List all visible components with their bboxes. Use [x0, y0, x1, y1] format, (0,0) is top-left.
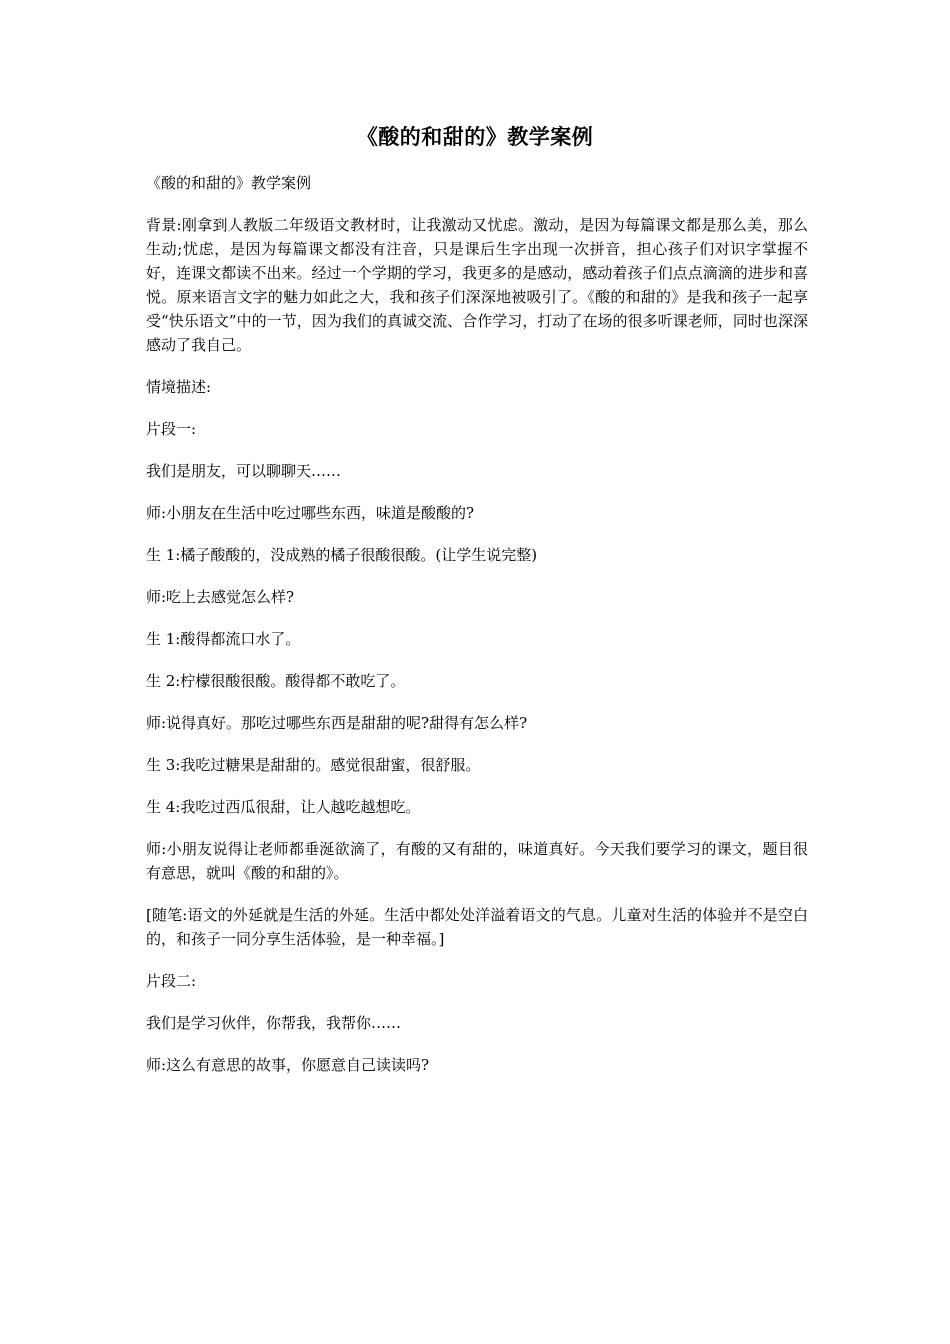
paragraph-segment-one-heading: 片段一:: [146, 420, 197, 438]
paragraph: 师:这么有意思的故事，你愿意自己读读吗?: [146, 1056, 430, 1074]
paragraph: 师:小朋友说得让老师都垂涎欲滴了，有酸的又有甜的，味道真好。今天我们要学习的课文，题目很有意思，就叫《酸的和甜的》。: [146, 840, 808, 882]
paragraph: 师:吃上去感觉怎么样?: [146, 588, 295, 606]
paragraph: 生 4:我吃过西瓜很甜，让人越吃越想吃。: [146, 798, 421, 816]
paragraph: 我们是学习伙伴，你帮我，我帮你……: [146, 1014, 402, 1032]
paragraph-subtitle: 《酸的和甜的》教学案例: [146, 174, 312, 192]
paragraph: 生 3:我吃过糖果是甜甜的。感觉很甜蜜，很舒服。: [146, 756, 481, 774]
paragraph: 生 1:酸得都流口水了。: [146, 630, 301, 648]
paragraph: 生 1:橘子酸酸的，没成熟的橘子很酸很酸。(让学生说完整): [146, 546, 538, 564]
paragraph: 师:小朋友在生活中吃过哪些东西，味道是酸酸的?: [146, 504, 475, 522]
paragraph-scene-heading: 情境描述:: [146, 378, 212, 396]
document-title: 《酸的和甜的》教学案例: [356, 125, 594, 149]
paragraph-segment-two-heading: 片段二:: [146, 972, 197, 990]
paragraph: 生 2:柠檬很酸很酸。酸得都不敢吃了。: [146, 672, 406, 690]
paragraph-essay-note: [随笔:语文的外延就是生活的外延。生活中都处处洋溢着语文的气息。儿童对生活的体验并不是空白的，和孩子一同分享生活体验，是一种幸福。]: [146, 906, 808, 948]
paragraph-background: 背景:刚拿到人教版二年级语文教材时，让我激动又忧虑。激动，是因为每篇课文都是那么美，那么生动;忧虑，是因为每篇课文都没有注音，只是课后生字出现一次拼音，担心孩子们对识字掌握不好，连课文都读不出来。经过一个学期的学习，我更多的是感动，感动着孩子们点点滴滴的进步和喜悦。原来语言文字的魅力如此之大，我和孩子们深深地被吸引了。《酸的和甜的》是我和孩子一起享受“快乐语文”中的一节，因为我们的真诚交流、合作学习，打动了在场的很多听课老师，同时也深深感动了我自己。: [146, 216, 808, 354]
paragraph: 师:说得真好。那吃过哪些东西是甜甜的呢?甜得有怎么样?: [146, 714, 528, 732]
paragraph: 我们是朋友，可以聊聊天……: [146, 462, 342, 480]
document-body: [146, 171, 808, 1095]
